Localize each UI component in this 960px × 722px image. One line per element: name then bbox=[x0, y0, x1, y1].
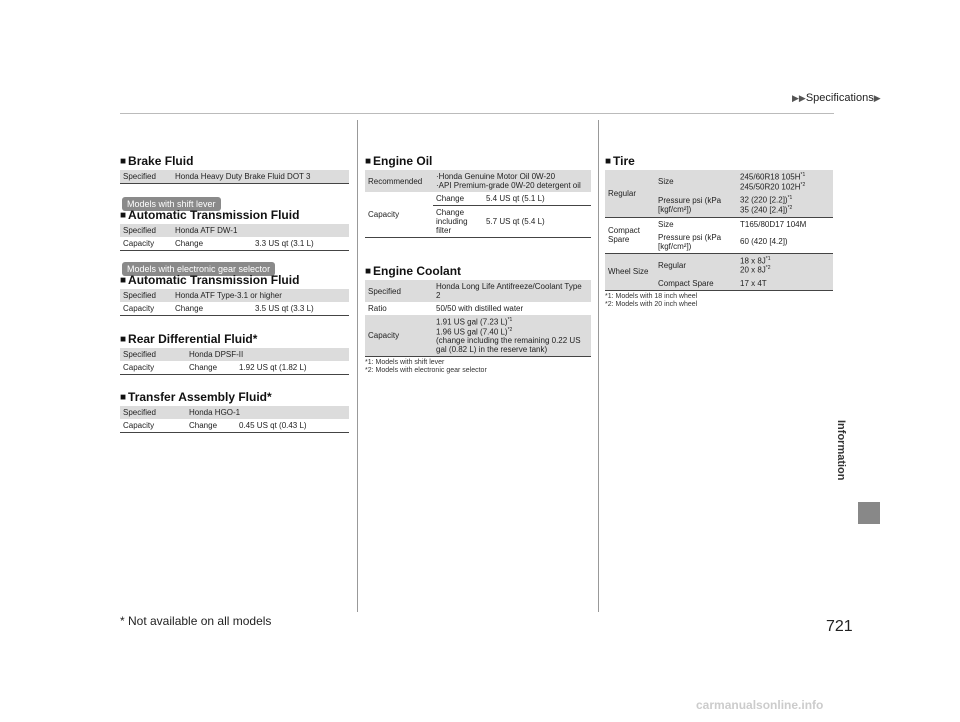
square-bullet-icon: ■ bbox=[120, 274, 127, 286]
tire-table: Regular Size 245/60R18 $105H^{*1}$ 245/50R20 $102H^{*2}$ Pressure psi (kPa [kgf/cm²]) 32 (220 [2.2])$^{*1}$ 35 (240 [2.4])$^{*2}$ Compact Spare Size T165/80D17 104M Pressure psi (kPa [kgf/cm²]) 60 (420 [4.2]) Wheel Size Regular 18 x $8J^{*1}$ 20 x $8J^{*2}$ Compact Spare 17 x 4T bbox=[605, 170, 833, 291]
tire-section bbox=[605, 154, 833, 309]
atf-gear-selector-table: Specified Honda ATF Type-3.1 or higher Capacity Change 3.5 US qt (3.3 L) bbox=[120, 289, 349, 316]
section-title: ■ Automatic Transmission Fluid bbox=[120, 208, 300, 222]
square-bullet-icon: ■ bbox=[120, 155, 127, 167]
coolant-footnote-2: *2: Models with electronic gear selector bbox=[365, 367, 487, 375]
engine-oil-section bbox=[365, 154, 591, 238]
page-number: 721 bbox=[826, 618, 853, 635]
section-title: ■ Rear Differential Fluid * bbox=[120, 332, 258, 346]
coolant-footnote-1: *1: Models with shift lever bbox=[365, 359, 445, 367]
engine-coolant-table: Specified Honda Long Life Antifreeze/Coolant Type 2 Ratio 50/50 with distilled water Capacity 1.91 US gal (7.23 L)$^{*1}$ 1.96 US gal (7.40 L)$^{*2}$ (change including the remaining 0.22 US gal (0.82 L) in the reserve tank) bbox=[365, 280, 591, 357]
atf-gear-selector-section bbox=[120, 273, 349, 316]
watermark: carmanualsonline.info bbox=[696, 698, 824, 712]
breadcrumb-arrows-icon: ▶▶ bbox=[792, 93, 806, 103]
square-bullet-icon: ■ bbox=[605, 155, 612, 167]
square-bullet-icon: ■ bbox=[365, 265, 372, 277]
atf-shift-lever-section bbox=[120, 208, 349, 251]
side-tab-label: Information bbox=[835, 420, 847, 481]
brake-fluid-table: Specified Honda Heavy Duty Brake Fluid DOT 3 bbox=[120, 170, 349, 184]
section-title: ■ Tire bbox=[605, 154, 635, 168]
section-title: ■ Transfer Assembly Fluid * bbox=[120, 390, 272, 404]
breadcrumb bbox=[792, 92, 881, 104]
square-bullet-icon: ■ bbox=[365, 155, 372, 167]
brake-fluid-section bbox=[120, 154, 349, 184]
pill-shift-lever: Models with shift lever bbox=[122, 194, 221, 212]
rear-diff-table: Specified Honda DPSF-II Capacity Change 1.92 US qt (1.82 L) bbox=[120, 348, 349, 375]
tire-footnote-2: *2: Models with 20 inch wheel bbox=[605, 300, 698, 308]
side-tab-marker bbox=[858, 502, 880, 524]
tire-footnote-1: *1: Models with 18 inch wheel bbox=[605, 292, 698, 300]
rear-diff-section bbox=[120, 332, 349, 375]
atf-shift-lever-table: Specified Honda ATF DW-1 Capacity Change 3.3 US qt (3.1 L) bbox=[120, 224, 349, 251]
pill-gear-selector: Models with electronic gear selector bbox=[122, 259, 275, 277]
section-title: ■ Engine Oil bbox=[365, 154, 433, 168]
breadcrumb-title[interactable]: Specifications bbox=[805, 92, 874, 104]
engine-coolant-section bbox=[365, 264, 591, 375]
column-divider-1 bbox=[357, 120, 358, 612]
engine-oil-table: Recommended ·Honda Genuine Motor Oil 0W-20 ·API Premium-grade 0W-20 detergent oil Capacity Change 5.4 US qt (5.1 L) Change including filter 5.7 US qt (5.4 L) bbox=[365, 170, 591, 238]
section-title: ■ Brake Fluid bbox=[120, 154, 194, 168]
column-divider-2 bbox=[598, 120, 599, 612]
header-divider bbox=[120, 113, 834, 114]
transfer-table: Specified Honda HGO-1 Capacity Change 0.45 US qt (0.43 L) bbox=[120, 406, 349, 433]
section-title: ■ Automatic Transmission Fluid bbox=[120, 273, 300, 287]
square-bullet-icon: ■ bbox=[120, 209, 127, 221]
section-title: ■ Engine Coolant bbox=[365, 264, 462, 278]
transfer-section bbox=[120, 390, 349, 433]
footnote-not-available: * Not available on all models bbox=[120, 614, 272, 628]
breadcrumb-arrow-icon: ▶ bbox=[873, 93, 881, 103]
square-bullet-icon: ■ bbox=[120, 391, 127, 403]
square-bullet-icon: ■ bbox=[120, 333, 127, 345]
